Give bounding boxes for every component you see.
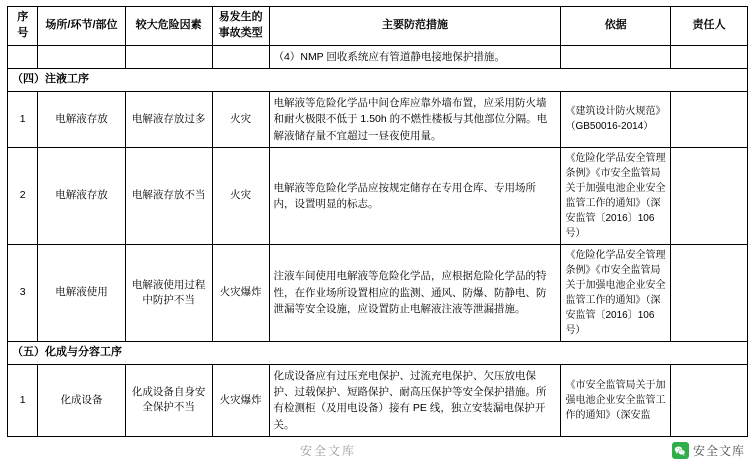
cell-no: 3: [8, 244, 38, 341]
cell-person: [670, 147, 747, 244]
header-row: [8, 7, 748, 46]
cell-place: 电解液存放: [38, 92, 125, 148]
cell-accident: 火灾爆炸: [212, 364, 269, 436]
watermark-label: 安全文库: [692, 444, 745, 458]
header-cell-factor: 较大危险因素: [125, 7, 212, 46]
table-body: [8, 45, 748, 436]
cell-accident: 火灾: [212, 92, 269, 148]
wechat-icon: [672, 442, 689, 459]
cell-basis: [561, 45, 670, 68]
header-cell-place: 场所/环节/部位: [38, 7, 125, 46]
cell-accident: [212, 45, 269, 68]
watermark-left-text: 安全文库: [300, 444, 357, 458]
header-cell-basis: 依据: [561, 7, 670, 46]
cell-factor: [125, 45, 212, 68]
cell-factor: 电解液存放过多: [125, 92, 212, 148]
cell-factor: 化成设备自身安全保护不当: [125, 364, 212, 436]
cell-measure: 电解液等危险化学品中间仓库应靠外墙布置，应采用防火墙和耐火极限不低于 1.50h 的不燃性楼板与其他部位分隔。电解液储存量不宜超过一昼夜使用量。: [269, 92, 561, 148]
cell-person: [670, 244, 747, 341]
cell-measure: 电解液等危险化学品应按规定储存在专用仓库、专用场所内，设置明显的标志。: [269, 147, 561, 244]
cell-person: [670, 92, 747, 148]
cell-no: 2: [8, 147, 38, 244]
cell-measure: 注液车间使用电解液等危险化学品，应根据危险化学品的特性，在作业场所设置相应的监测、通风、防爆、防静电、防泄漏等安全设施，应设置防止电解液注液等泄漏措施。: [269, 244, 561, 341]
cell-basis: 《危险化学品安全管理条例》《市安全监管局关于加强电池企业安全监管工作的通知》（深安监管〔2016〕106 号）: [561, 147, 670, 244]
cell-place: 化成设备: [38, 364, 125, 436]
table-row: [8, 147, 748, 244]
cell-factor: 电解液使用过程中防护不当: [125, 244, 212, 341]
cell-place: 电解液使用: [38, 244, 125, 341]
cell-factor: 电解液存放不当: [125, 147, 212, 244]
section-title: （五）化成与分容工序: [8, 341, 748, 364]
cell-no: [8, 45, 38, 68]
risk-control-table: [7, 6, 748, 437]
table-row: [8, 364, 748, 436]
cell-no: 1: [8, 92, 38, 148]
section-row: [8, 69, 748, 92]
header-cell-person: 责任人: [670, 7, 747, 46]
section-title: （四）注液工序: [8, 69, 748, 92]
cell-basis: 《建筑设计防火规范》（GB50016-2014）: [561, 92, 670, 148]
header-cell-measure: 主要防范措施: [269, 7, 561, 46]
cell-place: 电解液存放: [38, 147, 125, 244]
table-row: [8, 92, 748, 148]
cell-place: [38, 45, 125, 68]
cell-accident: 火灾: [212, 147, 269, 244]
cell-accident: 火灾爆炸: [212, 244, 269, 341]
cell-no: 1: [8, 364, 38, 436]
cell-basis: 《市安全监管局关于加强电池企业安全监管工作的通知》（深安监: [561, 364, 670, 436]
section-row: [8, 341, 748, 364]
cell-measure: 化成设备应有过压充电保护、过流充电保护、欠压放电保护、过载保护、短路保护、耐高压保护等安全保护措施。所有检测柜（及用电设备）接有 PE 线，独立安装漏电保护开关。: [269, 364, 561, 436]
cell-person: [670, 364, 747, 436]
table-header: [8, 7, 748, 46]
header-cell-accident: 易发生的事故类型: [212, 7, 269, 46]
table-row: [8, 45, 748, 68]
header-cell-no: 序号: [8, 7, 38, 46]
watermark: [668, 440, 749, 461]
cell-basis: 《危险化学品安全管理条例》《市安全监管局关于加强电池企业安全监管工作的通知》（深安监管〔2016〕106 号）: [561, 244, 670, 341]
cell-person: [670, 45, 747, 68]
cell-measure: （4）NMP 回收系统应有管道静电接地保护措施。: [269, 45, 561, 68]
table-row: [8, 244, 748, 341]
